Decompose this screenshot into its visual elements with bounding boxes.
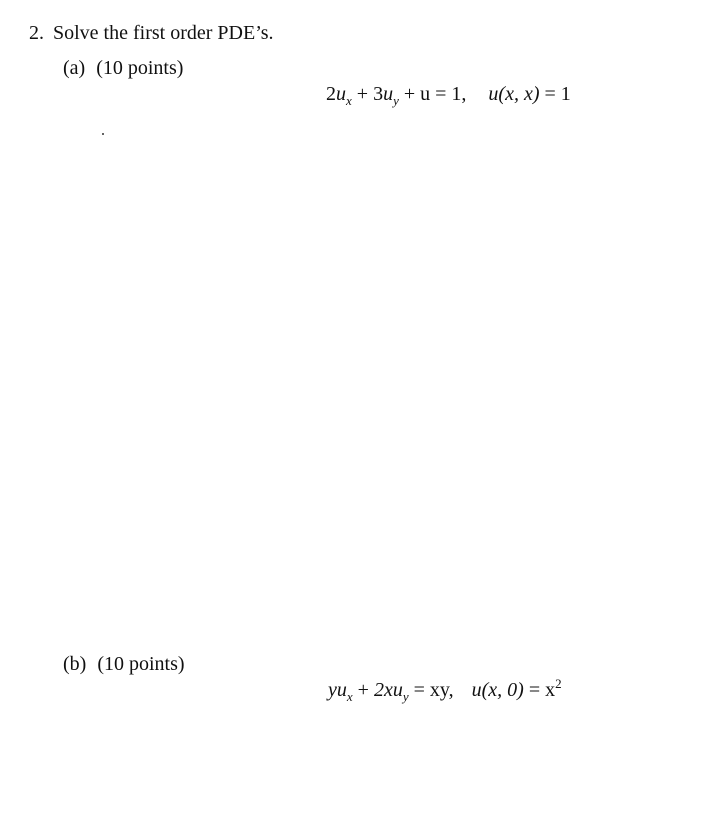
problem-instruction: Solve the first order PDE’s. [53,22,274,44]
problem-heading [29,21,274,45]
part-a-var2: u [383,83,394,105]
part-a-rest: + u = 1, [398,83,467,105]
part-a-coef2: 3 [373,83,384,105]
part-b-var1: u [336,679,347,701]
part-b-condition-lhs: u(x, 0) [471,679,524,701]
part-a-label: (a) [63,57,86,79]
part-a-condition-rhs: = 1 [539,83,571,105]
part-a-equation [326,82,571,108]
part-a-sub1: x [346,93,352,108]
part-b-label: (b) [63,653,87,675]
stray-dot [102,133,104,135]
part-b-pre1: y [328,679,337,701]
part-b-var2: u [392,679,403,701]
part-b-equation [328,678,562,704]
part-b-condition-exp: 2 [555,676,562,691]
part-a-sub2: y [393,93,399,108]
part-b-condition-rhs: = x [523,679,556,701]
part-b-op1: + [352,679,374,701]
part-b-sub1: x [346,689,353,704]
problem-number: 2. [29,22,44,44]
part-b-sub2: y [402,689,409,704]
part-a-points: (10 points) [96,57,184,79]
part-b-heading [63,652,185,676]
part-a-heading [63,56,183,80]
part-a-op1: + [351,83,374,105]
part-b-pre2: 2x [373,679,393,701]
part-a-coef1: 2 [326,83,336,105]
part-a-condition-lhs: u(x, x) [488,83,540,105]
part-a-var1: u [336,83,346,105]
part-b-points: (10 points) [97,653,185,675]
part-b-rest: = xy, [408,679,454,701]
